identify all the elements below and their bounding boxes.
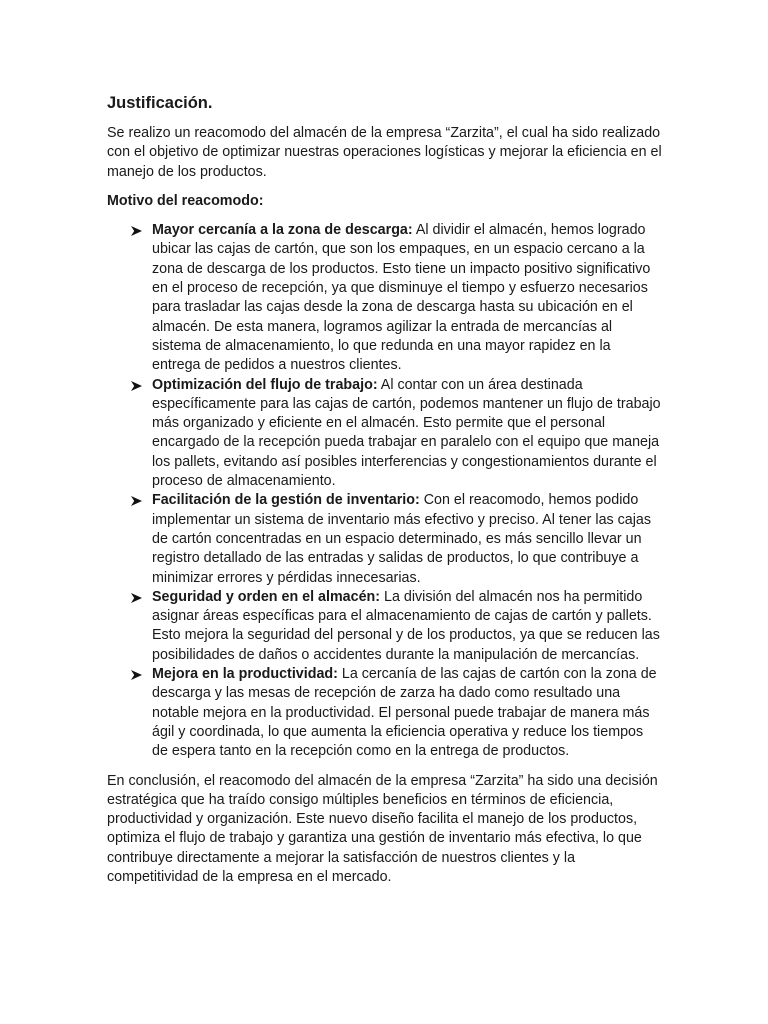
list-item	[107, 221, 663, 375]
item-lead: Optimización del flujo de trabajo:	[152, 376, 378, 393]
item-lead: Mejora en la productividad:	[152, 666, 338, 683]
list-item	[107, 376, 663, 492]
item-lead: Mayor cercanía a la zona de descarga:	[152, 222, 413, 239]
motives-list	[107, 221, 663, 761]
item-lead: Seguridad y orden en el almacén:	[152, 588, 381, 605]
item-text: Con el reacomodo, hemos podido implementar un sistema de inventario más efectivo y preciso. Al tener las cajas de cartón concentradas en un espacio determinado, es más sencillo llevar un registro detallado de las entradas y salidas de productos, lo que contribuye a minimizar errores y pérdidas innecesarias.	[152, 492, 652, 586]
intro-paragraph: Se realizo un reacomodo del almacén de la empresa “Zarzita”, el cual ha sido realizado con el objetivo de optimizar nuestras operaciones logísticas y mejorar la eficiencia en el manejo de los productos.	[107, 125, 662, 180]
list-item	[107, 491, 663, 587]
arrowhead-bullet-icon	[131, 221, 143, 240]
item-text: Al dividir el almacén, hemos logrado ubicar las cajas de cartón, que son los empaques, en un espacio cercano a la zona de descarga de los productos. Esto tiene un impacto positivo significativo en el proceso de recepción, ya que disminuye el tiempo y esfuerzo necesarios para trasladar las cajas desde la zona de descarga hasta su ubicación en el almacén. De esta manera, logramos agilizar la entrada de mercancías al sistema de almacenamiento, lo que redunda en una mayor rapidez en la entrega de pedidos a nuestros clientes.	[152, 222, 651, 374]
item-text: La división del almacén nos ha permitido asignar áreas específicas para el almacenamiento de cajas de cartón y pallets. Esto mejora la seguridad del personal y de los productos, ya que se reducen las posibilidades de daños o accidentes durante la manipulación de mercancías.	[152, 588, 660, 663]
motives-heading: Motivo del reacomodo:	[107, 192, 264, 209]
conclusion-paragraph: En conclusión, el reacomodo del almacén de la empresa “Zarzita” ha sido una decisión estratégica que ha traído consigo múltiples beneficios en términos de eficiencia, productividad y organización. Este nuevo diseño facilita el manejo de los productos, optimiza el flujo de trabajo y garantiza una gestión de inventario más efectiva, lo que contribuye directamente a mejorar la satisfacción de nuestros clientes y la competitividad de la empresa en el mercado.	[107, 772, 658, 885]
list-item	[107, 665, 663, 761]
document-title: Justificación.	[107, 94, 213, 112]
item-text: La cercanía de las cajas de cartón con la zona de descarga y las mesas de recepción de zarza ha dado como resultado una notable mejora en la productividad. El personal puede trabajar de manera más ágil y coordinada, lo que aumenta la eficiencia operativa y reduce los tiempos de espera tanto en la recepción como en la entrega de productos.	[152, 666, 657, 760]
item-text: Al contar con un área destinada específicamente para las cajas de cartón, podemos mantener un flujo de trabajo más organizado y eficiente en el almacén. Esto permite que el personal encargado de la recepción pueda trabajar en paralelo con el equipo que maneja los pallets, evitando así posibles interferencias y congestionamientos durante el proceso de almacenamiento.	[152, 376, 661, 490]
arrowhead-bullet-icon	[131, 588, 143, 607]
list-item	[107, 588, 663, 665]
item-lead: Facilitación de la gestión de inventario:	[152, 492, 420, 509]
arrowhead-bullet-icon	[131, 491, 143, 510]
arrowhead-bullet-icon	[131, 665, 143, 684]
document-page	[107, 92, 663, 897]
arrowhead-bullet-icon	[131, 376, 143, 395]
